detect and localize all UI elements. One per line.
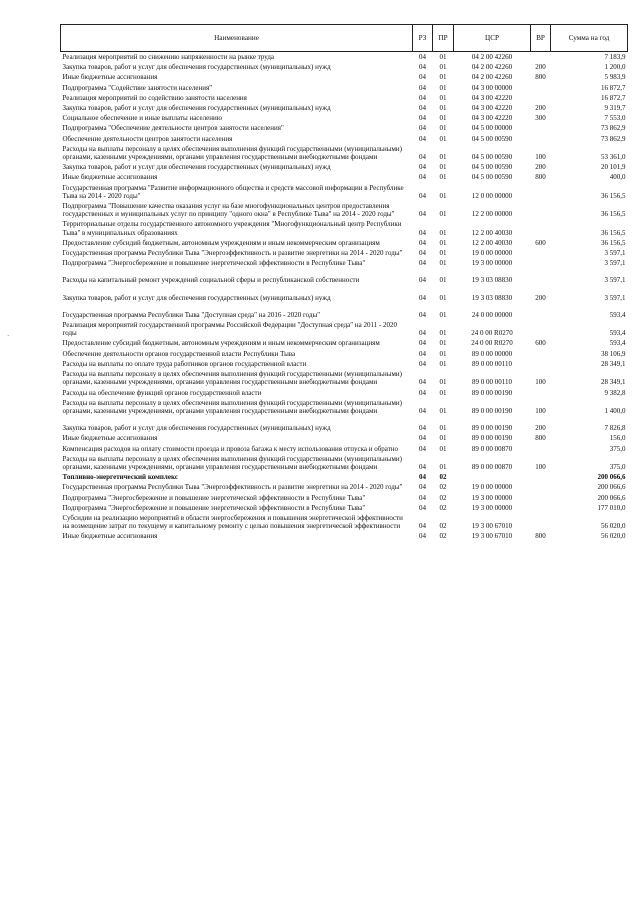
cell-rz: 04	[419, 173, 426, 182]
cell-pr: 02	[439, 522, 447, 531]
cell-rz: 04	[419, 503, 426, 512]
cell-csr: 04 3 00 42220	[471, 93, 513, 102]
cell-rz: 04	[419, 310, 426, 319]
cell-rz: 04	[419, 349, 426, 358]
cell-csr: 89 0 00 00190	[471, 434, 513, 443]
cell-sum: 375,0	[609, 444, 626, 453]
cell-pr: 01	[439, 210, 447, 219]
cell-pr: 01	[439, 163, 447, 172]
cell-sum: 28 349,1	[601, 359, 626, 368]
cell-rz: 04	[419, 483, 426, 492]
cell-name: Иные бюджетные ассигнования	[62, 434, 158, 443]
table-row	[61, 454, 628, 472]
cell-rz: 04	[419, 104, 426, 113]
cell-pr: 01	[439, 53, 447, 61]
cell-sum: 200 066,6	[597, 473, 626, 482]
cell-csr: 19 3 00 00000	[471, 503, 513, 512]
cell-pr: 01	[439, 434, 447, 443]
cell-vr: 600	[535, 339, 546, 348]
margin-mark: ·	[7, 332, 10, 340]
cell-name: Закупка товаров, работ и услуг для обеспечения государственных (муниципальных) нужд	[62, 104, 331, 113]
cell-vr: 200	[535, 163, 546, 172]
cell-vr	[531, 513, 551, 531]
header-name: Наименование	[61, 25, 413, 52]
cell-csr: 04 5 00 00590	[471, 163, 513, 172]
cell-name: Обеспечение деятельности органов государственной власти Республики Тыва	[62, 349, 296, 358]
header-csr: ЦСР	[454, 25, 531, 52]
table-row	[61, 444, 628, 454]
table-row	[61, 369, 628, 387]
cell-name: Подпрограмма "Энергосбережение и повышение энергетической эффективности в Республике Тыва"	[62, 493, 366, 502]
table-row	[61, 93, 628, 103]
table-row	[61, 388, 628, 398]
cell-name: Подпрограмма "Энергосбережение и повышение энергетической эффективности в Республике Тыва"	[62, 503, 366, 512]
header-rz: РЗ	[413, 25, 433, 52]
cell-sum: 200 066,6	[597, 483, 626, 492]
cell-vr: 200	[535, 293, 546, 302]
cell-csr: 04 3 00 42220	[471, 114, 513, 123]
cell-csr: 04 3 00 00000	[471, 83, 513, 92]
cell-sum: 7 183,9	[604, 53, 626, 61]
cell-rz: 04	[419, 53, 426, 61]
table-row	[61, 338, 628, 348]
cell-sum: 3 597,1	[604, 259, 626, 268]
cell-sum: 56 020,0	[601, 522, 626, 531]
cell-vr: 200	[535, 424, 546, 433]
cell-name: Территориальные отделы государственного автономного учреждения "Многофункциональный центр Республики Тыва" в муниципальных образованиях	[62, 220, 402, 237]
cell-rz: 04	[419, 293, 426, 302]
cell-name: Предоставление субсидий бюджетным, автономным учреждениям и иным некоммерческим организациям	[62, 339, 380, 348]
cell-csr: 04 5 00 00590	[471, 173, 513, 182]
cell-sum: 36 156,5	[601, 238, 626, 247]
cell-vr	[531, 183, 551, 201]
cell-name: Расходы на выплаты персоналу в целях обеспечения выполнения функций государственными (муниципальными) органами, казенными учреждениями, органами управления государственными внебюджетными фондами	[62, 370, 403, 387]
cell-csr	[454, 472, 531, 482]
cell-pr: 01	[439, 124, 447, 133]
table-row	[61, 72, 628, 82]
cell-csr: 12 0 00 00000	[471, 191, 513, 200]
cell-rz: 04	[419, 434, 426, 443]
table-row	[61, 52, 628, 63]
cell-pr: 01	[439, 73, 447, 82]
cell-name: Социальное обеспечение и иные выплаты населению	[62, 114, 222, 123]
cell-sum: 3 597,1	[604, 249, 626, 258]
table-row	[61, 201, 628, 219]
cell-name: Реализация мероприятий по снижению напряженности на рынке труда	[62, 53, 275, 61]
cell-rz: 04	[419, 238, 426, 247]
cell-rz: 04	[419, 339, 426, 348]
cell-rz: 04	[419, 63, 426, 72]
cell-csr: 04 2 00 42260	[471, 53, 513, 61]
cell-csr: 19 3 03 08830	[471, 276, 513, 285]
cell-rz: 04	[419, 153, 426, 162]
cell-pr: 01	[439, 349, 447, 358]
cell-csr: 24 0 00 R0270	[471, 339, 513, 348]
cell-csr: 89 0 00 00110	[472, 359, 512, 368]
cell-name: Государственная программа "Развитие информационного общества и средств массовой информации в Республике Тыва на 2014 - 2020 годы"	[62, 183, 404, 200]
header-pr: ПР	[433, 25, 454, 52]
cell-pr: 01	[439, 134, 447, 143]
cell-sum: 36 156,5	[601, 228, 626, 237]
cell-sum: 7 553,0	[604, 114, 626, 123]
cell-rz: 04	[419, 210, 426, 219]
cell-name: Закупка товаров, работ и услуг для обеспечения государственных (муниципальных) нужд	[62, 63, 331, 72]
cell-vr	[531, 123, 551, 133]
cell-csr: 89 0 00 00190	[471, 406, 513, 415]
cell-vr: 600	[535, 238, 546, 247]
cell-rz: 04	[419, 388, 426, 397]
table-row	[61, 416, 628, 433]
cell-csr: 19 0 00 00000	[471, 483, 513, 492]
cell-pr: 01	[439, 406, 447, 415]
table-row	[61, 248, 628, 258]
cell-vr	[531, 258, 551, 268]
cell-vr: 800	[535, 434, 546, 443]
cell-rz: 04	[419, 359, 426, 368]
cell-vr	[531, 349, 551, 359]
header-vr: ВР	[531, 25, 551, 52]
cell-rz: 04	[419, 473, 426, 482]
cell-vr: 100	[535, 378, 546, 387]
cell-sum: 200 066,6	[597, 493, 626, 502]
cell-pr: 01	[439, 191, 447, 200]
cell-vr	[531, 52, 551, 63]
cell-rz: 04	[419, 329, 426, 338]
cell-name: Расходы на выплаты персоналу в целях обеспечения выполнения функций государственными (муниципальными) органами, казенными учреждениями, органами управления государственными внебюджетными фондами	[62, 144, 403, 162]
cell-csr: 04 5 00 00590	[471, 134, 513, 143]
cell-sum: 38 106,9	[601, 349, 626, 358]
cell-pr: 02	[439, 483, 447, 492]
table-row	[61, 472, 628, 482]
cell-sum: 1 200,0	[604, 63, 626, 72]
cell-name: Расходы на обеспечение функций органов государственной власти	[62, 388, 262, 397]
cell-rz: 04	[419, 406, 426, 415]
table-header-row	[61, 25, 628, 52]
cell-pr: 02	[439, 532, 447, 541]
cell-pr: 02	[439, 473, 447, 482]
cell-rz: 04	[419, 124, 426, 133]
cell-sum: 3 597,1	[604, 276, 626, 285]
cell-csr: 12 2 00 00000	[471, 210, 513, 219]
cell-rz: 04	[419, 532, 426, 541]
cell-name: Топливно-энергетический комплекс	[62, 473, 178, 482]
cell-sum: 593,4	[609, 310, 626, 319]
cell-vr: 100	[535, 153, 546, 162]
cell-rz: 04	[419, 134, 426, 143]
cell-vr	[531, 134, 551, 144]
cell-pr: 01	[439, 259, 447, 268]
table-row	[61, 162, 628, 172]
cell-pr: 01	[439, 293, 447, 302]
cell-name: Компенсация расходов на оплату стоимости проезда и провоза багажа к месту использования отпуска и обратно	[62, 444, 399, 453]
cell-csr: 24 0 00 R0270	[471, 329, 513, 338]
cell-pr: 01	[439, 276, 447, 285]
cell-vr	[531, 268, 551, 285]
cell-vr	[531, 219, 551, 237]
cell-rz: 04	[419, 228, 426, 237]
cell-sum: 53 361,0	[601, 153, 626, 162]
table-row	[61, 303, 628, 320]
cell-vr	[531, 320, 551, 338]
cell-pr: 02	[439, 503, 447, 512]
table-row	[61, 123, 628, 133]
cell-rz: 04	[419, 522, 426, 531]
cell-pr: 01	[439, 153, 447, 162]
cell-vr	[531, 444, 551, 454]
table-row	[61, 144, 628, 162]
table-row	[61, 103, 628, 113]
cell-rz: 04	[419, 114, 426, 123]
cell-name: Реализация мероприятий по содействию занятости населения	[62, 93, 247, 102]
cell-vr: 200	[535, 63, 546, 72]
cell-pr: 01	[439, 310, 447, 319]
cell-pr: 01	[439, 462, 447, 471]
cell-vr	[531, 493, 551, 503]
cell-vr	[531, 83, 551, 93]
cell-name: Предоставление субсидий бюджетным, автономным учреждениям и иным некоммерческим организациям	[62, 238, 380, 247]
cell-vr: 800	[535, 73, 546, 82]
table-row	[61, 183, 628, 201]
cell-name: Расходы на выплаты персоналу в целях обеспечения выполнения функций государственными (муниципальными) органами, казенными учреждениями, органами управления государственными внебюджетными фондами	[62, 398, 403, 415]
cell-csr: 89 0 00 00870	[471, 444, 513, 453]
cell-pr: 01	[439, 444, 447, 453]
cell-sum: 20 101,9	[601, 163, 626, 172]
cell-vr	[531, 93, 551, 103]
cell-pr: 01	[439, 114, 447, 123]
cell-rz: 04	[419, 163, 426, 172]
cell-rz: 04	[419, 462, 426, 471]
cell-sum: 9 382,8	[604, 388, 626, 397]
cell-csr: 19 3 03 08830	[471, 293, 513, 302]
cell-csr: 12 2 00 40030	[471, 228, 513, 237]
cell-sum: 5 983,9	[604, 73, 626, 82]
cell-name: Подпрограмма "Содействие занятости населения"	[62, 83, 213, 92]
cell-sum: 593,4	[609, 339, 626, 348]
table-row	[61, 433, 628, 443]
cell-sum: 177 010,0	[597, 503, 626, 512]
cell-rz: 04	[419, 191, 426, 200]
cell-name: Субсидии на реализацию мероприятий в области энергосбережения и повышения энергетической эффективности на возмещение затрат по текущему и капитальному ремонту с целью повышения энергетической эффективности	[62, 513, 403, 531]
cell-csr: 19 0 00 00000	[471, 249, 513, 258]
cell-pr: 01	[439, 228, 447, 237]
cell-sum: 28 349,1	[601, 378, 626, 387]
cell-sum: 16 872,7	[601, 83, 626, 92]
cell-sum: 400,0	[609, 173, 626, 182]
cell-csr: 19 3 00 67010	[471, 532, 513, 541]
cell-name: Подпрограмма "Обеспечение деятельности центров занятости населения"	[62, 124, 284, 133]
cell-vr	[531, 472, 551, 482]
cell-csr: 19 3 00 00000	[471, 259, 513, 268]
cell-sum: 9 319,7	[604, 104, 626, 113]
cell-csr: 04 5 00 00590	[471, 153, 513, 162]
table-row	[61, 513, 628, 531]
cell-name: Закупка товаров, работ и услуг для обеспечения государственных (муниципальных) нужд	[62, 293, 331, 302]
cell-csr: 89 0 00 00190	[471, 388, 513, 397]
cell-vr: 100	[535, 406, 546, 415]
table-row	[61, 349, 628, 359]
cell-csr: 04 2 00 42260	[471, 73, 513, 82]
cell-vr: 800	[535, 173, 546, 182]
cell-rz: 04	[419, 93, 426, 102]
table-body	[61, 52, 628, 542]
cell-sum: 16 872,7	[601, 93, 626, 102]
cell-rz: 04	[419, 276, 426, 285]
cell-rz: 04	[419, 259, 426, 268]
cell-sum: 375,0	[609, 462, 626, 471]
cell-vr	[531, 503, 551, 513]
cell-csr: 89 0 00 00000	[471, 349, 513, 358]
table-row	[61, 134, 628, 144]
cell-rz: 04	[419, 493, 426, 502]
cell-rz: 04	[419, 444, 426, 453]
cell-name: Расходы на выплаты по оплате труда работников органов государственной власти	[62, 359, 307, 368]
table-row	[61, 62, 628, 72]
cell-name: Обеспечение деятельности центров занятости населения	[62, 134, 233, 143]
cell-sum: 36 156,5	[601, 191, 626, 200]
cell-vr	[531, 482, 551, 492]
cell-sum: 73 862,9	[601, 124, 626, 133]
cell-vr	[531, 388, 551, 398]
cell-name: Закупка товаров, работ и услуг для обеспечения государственных (муниципальных) нужд	[62, 424, 331, 433]
cell-sum: 593,4	[609, 329, 626, 338]
table-row	[61, 113, 628, 123]
table-row	[61, 503, 628, 513]
budget-table	[60, 24, 628, 542]
cell-vr: 100	[535, 462, 546, 471]
cell-name: Реализация мероприятий государственной программы Российской Федерации "Доступная среда" на 2011 - 2020 годы	[62, 321, 398, 338]
cell-csr: 19 3 00 00000	[471, 493, 513, 502]
cell-csr: 04 3 00 42220	[471, 104, 513, 113]
header-sum: Сумма на год	[551, 25, 628, 52]
cell-vr: 200	[535, 104, 546, 113]
cell-rz: 04	[419, 83, 426, 92]
table-row	[61, 238, 628, 248]
cell-name: Иные бюджетные ассигнования	[62, 73, 158, 82]
cell-pr: 01	[439, 63, 447, 72]
cell-sum: 73 862,9	[601, 134, 626, 143]
cell-sum: 156,0	[609, 434, 626, 443]
cell-pr: 01	[439, 329, 447, 338]
cell-pr: 01	[439, 388, 447, 397]
cell-name: Расходы на капитальный ремонт учреждений социальной сферы и республиканской собственности	[62, 276, 360, 285]
table-row	[61, 320, 628, 338]
cell-vr	[531, 201, 551, 219]
table-row	[61, 359, 628, 369]
cell-sum: 56 020,0	[601, 532, 626, 541]
table-row	[61, 531, 628, 541]
table-row	[61, 258, 628, 268]
table-row	[61, 286, 628, 303]
cell-pr: 01	[439, 83, 447, 92]
cell-sum: 3 597,1	[604, 293, 626, 302]
cell-pr: 01	[439, 339, 447, 348]
cell-rz: 04	[419, 424, 426, 433]
cell-pr: 01	[439, 238, 447, 247]
cell-pr: 01	[439, 378, 447, 387]
cell-rz: 04	[419, 249, 426, 258]
cell-name: Расходы на выплаты персоналу в целях обеспечения выполнения функций государственными (муниципальными) органами, казенными учреждениями, органами управления государственными внебюджетными фондами	[62, 454, 403, 471]
cell-csr: 12 2 00 40030	[471, 238, 513, 247]
cell-vr: 300	[535, 114, 546, 123]
cell-name: Подпрограмма "Энергосбережение и повышение энергетической эффективности в Республике Тыва"	[62, 259, 366, 268]
cell-sum: 36 156,5	[601, 210, 626, 219]
table-row	[61, 172, 628, 182]
cell-pr: 01	[439, 424, 447, 433]
cell-name: Государственная программа Республики Тыва "Энергоэффективность и развитие энергетики на 2014 - 2020 годы"	[62, 483, 403, 492]
cell-rz: 04	[419, 378, 426, 387]
cell-rz: 04	[419, 73, 426, 82]
table-row	[61, 219, 628, 237]
cell-name: Государственная программа Республики Тыва "Энергоэффективность и развитие энергетики на 2014 - 2020 годы"	[62, 249, 403, 258]
table-row	[61, 268, 628, 285]
cell-vr: 800	[535, 532, 546, 541]
table-row	[61, 398, 628, 416]
budget-page	[60, 24, 627, 542]
cell-name: Иные бюджетные ассигнования	[62, 173, 158, 182]
cell-pr: 01	[439, 359, 447, 368]
cell-vr	[531, 303, 551, 320]
cell-pr: 01	[439, 93, 447, 102]
cell-csr: 89 0 00 00870	[471, 462, 513, 471]
cell-name: Государственная программа Республики Тыва "Доступная среда" на 2016 - 2020 годы"	[62, 310, 321, 319]
cell-sum: 1 400,0	[604, 406, 626, 415]
table-row	[61, 482, 628, 492]
table-row	[61, 83, 628, 93]
cell-name: Иные бюджетные ассигнования	[62, 532, 158, 541]
cell-pr: 01	[439, 173, 447, 182]
cell-csr: 24 0 00 00000	[471, 310, 513, 319]
cell-pr: 01	[439, 104, 447, 113]
cell-name: Закупка товаров, работ и услуг для обеспечения государственных (муниципальных) нужд	[62, 163, 331, 172]
cell-sum: 7 826,8	[604, 424, 626, 433]
cell-csr: 04 5 00 00000	[471, 124, 513, 133]
cell-csr: 89 0 00 00110	[472, 378, 512, 387]
cell-vr	[531, 359, 551, 369]
cell-pr: 01	[439, 249, 447, 258]
cell-csr: 89 0 00 00190	[471, 424, 513, 433]
cell-csr: 19 3 00 67010	[471, 522, 513, 531]
cell-name: Подпрограмма "Повышение качества оказания услуг на базе многофункциональных центров предоставления государственных и муниципальных услуг по принципу "одного окна" в Республике Тыва" на 2014 - 2020 годы"	[62, 202, 395, 219]
table-row	[61, 493, 628, 503]
cell-vr	[531, 248, 551, 258]
cell-pr: 02	[439, 493, 447, 502]
cell-csr: 04 2 00 42260	[471, 63, 513, 72]
